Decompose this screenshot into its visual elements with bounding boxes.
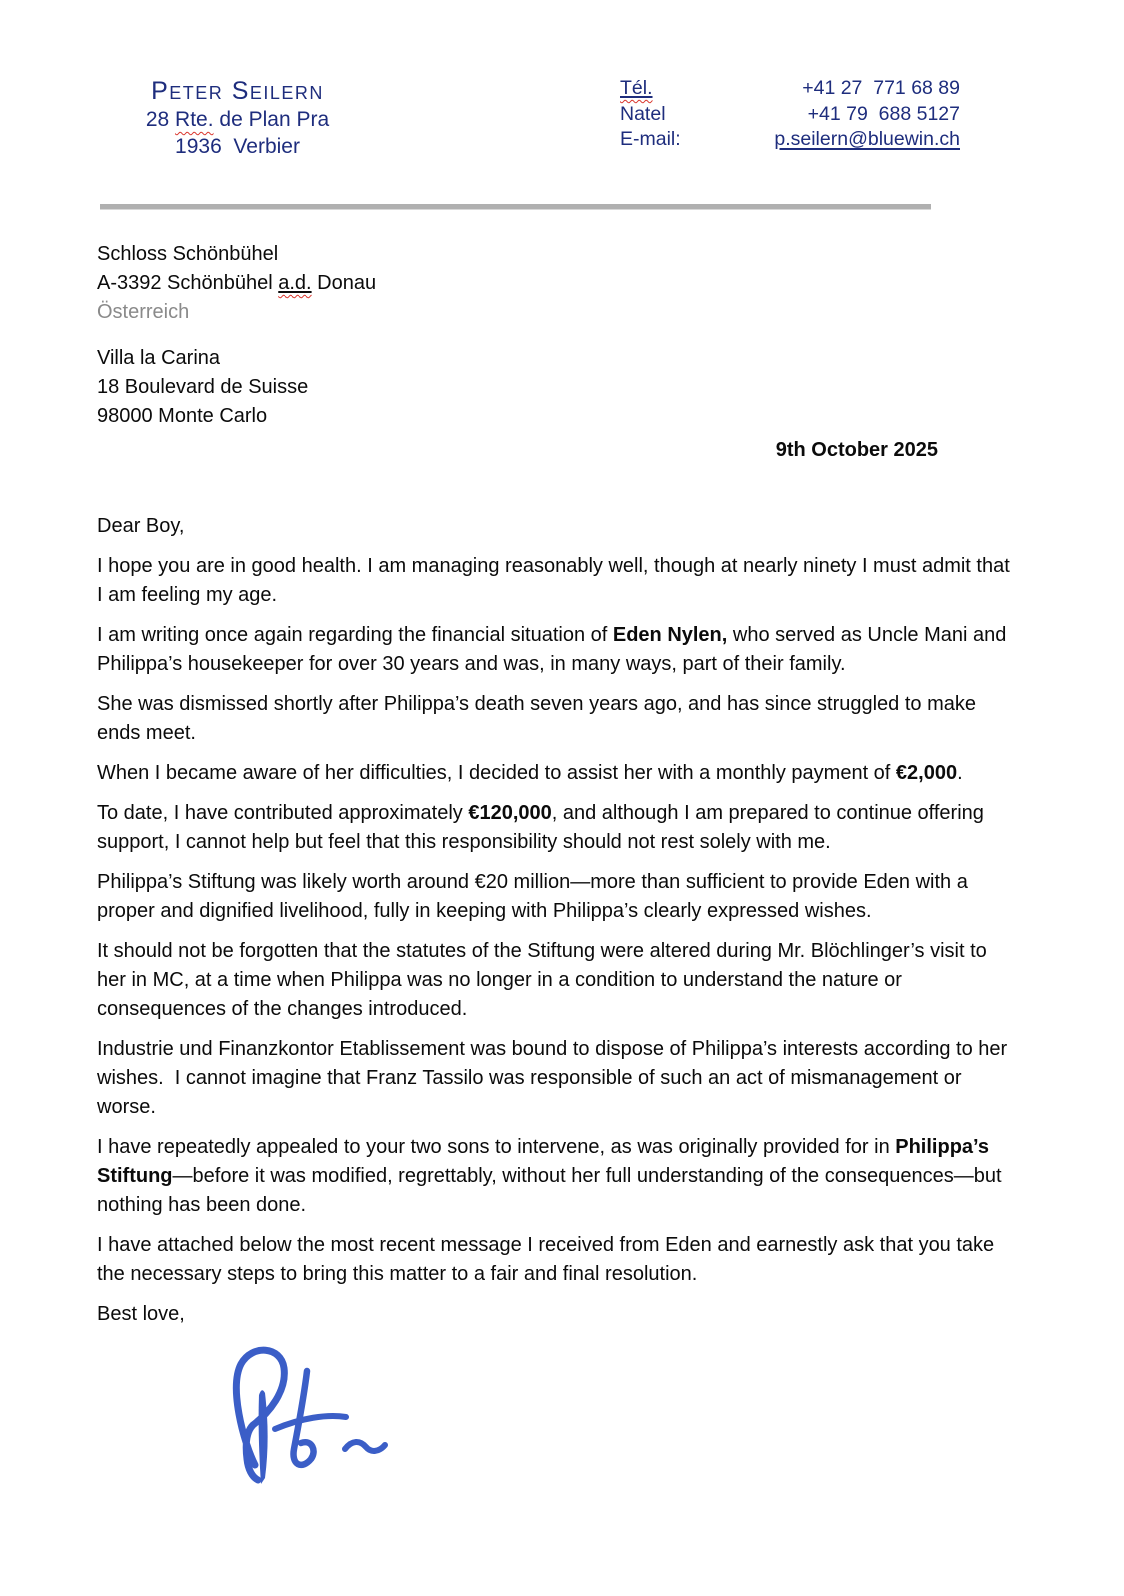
recipient-country: Österreich <box>97 301 190 323</box>
recipient-block <box>97 240 376 431</box>
tel-value: +41 27 771 68 89 <box>802 77 960 99</box>
paragraph <box>97 1231 1019 1289</box>
bold-run: Eden Nylen, <box>612 624 728 646</box>
recipient-line: 18 Boulevard de Suisse <box>97 376 309 398</box>
paragraph <box>97 552 1019 610</box>
text-run: who served as Uncle Mani and Philippa’s housekeeper for over 30 years and was, in many ways, part of their family. <box>97 624 1012 675</box>
recipient-line: Villa la Carina <box>97 347 221 369</box>
bold-run: €2,000 <box>895 762 958 784</box>
email-label: E-mail: <box>620 128 681 150</box>
text-run: I am writing once again regarding the financial situation of <box>97 624 613 646</box>
bold-run: €120,000 <box>468 802 552 824</box>
recipient-line: Schloss Schönbühel <box>97 243 279 265</box>
signature-ink <box>209 1337 394 1489</box>
contact-row-natel <box>620 102 960 128</box>
text-run: —before it was modified, regrettably, without her full understanding of the consequences—but nothing has been done. <box>97 1165 1008 1216</box>
paragraph <box>97 759 1019 788</box>
text-run: When I became aware of her difficulties, I decided to assist her with a monthly payment of <box>97 762 896 784</box>
paragraph <box>97 1133 1019 1220</box>
text-run: Industrie und Finanzkontor Etablissement was bound to dispose of Philippa’s interests according to her wishes. I cannot imagine that Franz Tassilo was responsible of such an act of mismanagement or worse. <box>97 1038 1013 1118</box>
recipient-line <box>97 269 376 298</box>
natel-value: +41 79 688 5127 <box>807 102 960 125</box>
signature <box>209 1337 394 1489</box>
text-run: . <box>957 762 963 784</box>
contact-row-tel <box>620 76 960 102</box>
paragraph <box>97 799 1019 857</box>
text-run: , and although I am prepared to continue offering support, I cannot help but feel that this responsibility should not rest solely with me. <box>97 802 990 853</box>
text-run: I hope you are in good health. I am managing reasonably well, though at nearly ninety I must admit that I am feeling my age. <box>97 555 1016 606</box>
paragraph <box>97 621 1019 679</box>
letter-body <box>97 552 1019 1289</box>
letter-date: 9th October 2025 <box>775 439 938 461</box>
sender-block <box>95 76 380 160</box>
paragraph <box>97 690 1019 748</box>
paragraph <box>97 1035 1019 1122</box>
sender-street <box>95 106 380 133</box>
tel-label: Tél. <box>620 77 653 99</box>
paragraph <box>97 937 1019 1024</box>
sender-name: Peter Seilern <box>151 77 324 105</box>
email-link[interactable]: p.seilern@bluewin.ch <box>774 128 960 150</box>
recipient-line2-prefix: A-3392 Schönbühel <box>97 272 279 294</box>
recipient-line2-suffix: Donau <box>311 272 377 294</box>
recipient-misspelled-word: a.d. <box>278 272 312 294</box>
street-misspelled-word: Rte. <box>175 108 214 131</box>
text-run: To date, I have contributed approximately <box>97 802 469 824</box>
street-prefix: 28 <box>145 108 176 131</box>
letter-body-block <box>97 512 1019 1489</box>
salutation: Dear Boy, <box>97 515 185 537</box>
street-suffix: de Plan Pra <box>213 108 330 131</box>
closing: Best love, <box>97 1303 185 1325</box>
recipient-line: 98000 Monte Carlo <box>97 405 268 427</box>
text-run: I have repeatedly appealed to your two sons to intervene, as was originally provided for in <box>97 1136 896 1158</box>
text-run: I have attached below the most recent message I received from Eden and earnestly ask that you take the necessary steps to bring this matter to a fair and final resolution. <box>97 1234 1000 1285</box>
paragraph <box>97 868 1019 926</box>
text-run: She was dismissed shortly after Philippa’s death seven years ago, and has since struggled to make ends meet. <box>97 693 982 744</box>
text-run: It should not be forgotten that the statutes of the Stiftung were altered during Mr. Blöchlinger’s visit to her in MC, at a time when Philippa was no longer in a condition to understand the nature or consequences of the changes introduced. <box>97 940 993 1020</box>
text-run: Philippa’s Stiftung was likely worth around €20 million—more than sufficient to provide Eden with a proper and dignified livelihood, fully in keeping with Philippa’s clearly expressed wishes. <box>97 871 974 922</box>
sender-city: 1936 Verbier <box>175 135 300 158</box>
contact-block <box>620 76 960 153</box>
contact-row-email <box>620 127 960 153</box>
letterhead-divider <box>100 204 931 210</box>
natel-label: Natel <box>620 102 666 125</box>
bold-run: Philippa’s Stiftung <box>97 1136 995 1187</box>
